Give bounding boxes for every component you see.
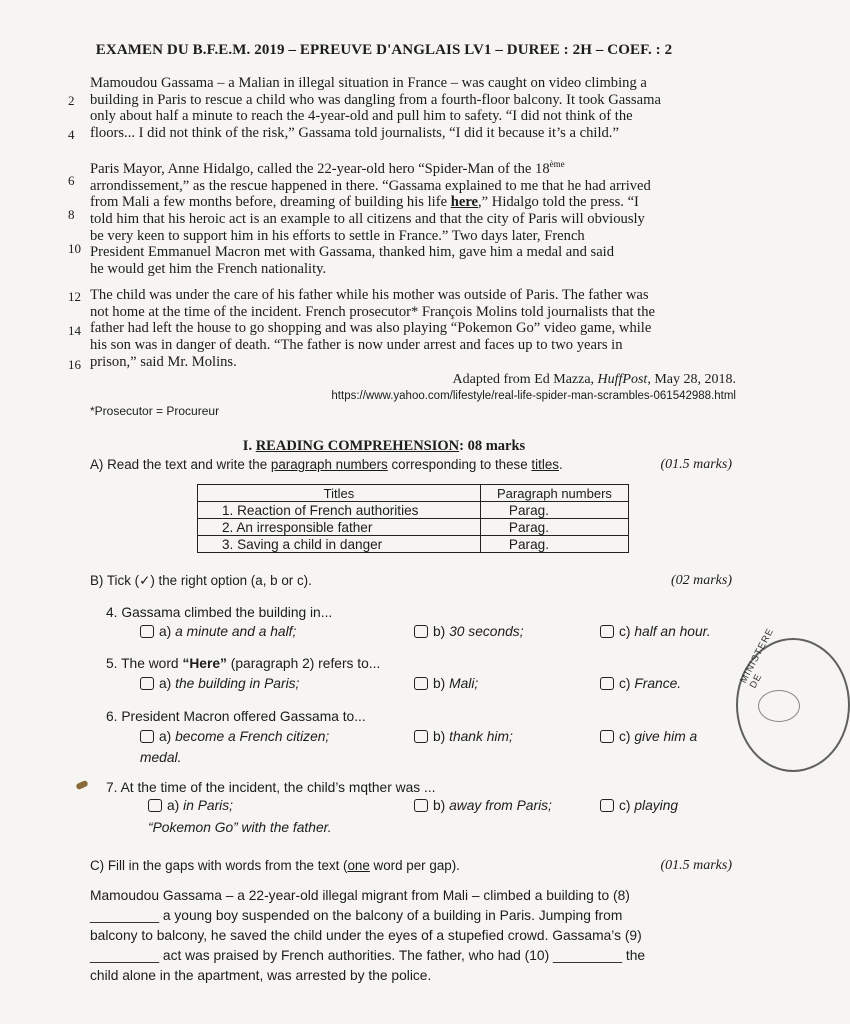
passage-line: arrondissement,” as the rescue happened in there. “Gassama explained to me that he had arrived: [90, 177, 651, 194]
line-number: 16: [68, 357, 81, 372]
checkbox[interactable]: [600, 730, 614, 743]
option-letter: a): [159, 676, 172, 691]
question-5-stem: [106, 656, 380, 671]
gap-line: Mamoudou Gassama – a 22-year-old illegal migrant from Mali – climbed a building to (8): [90, 888, 630, 903]
paragraph-1: [90, 75, 736, 142]
option-4b[interactable]: [414, 624, 524, 639]
table-row: [198, 536, 629, 553]
stem-text: (paragraph 2) refers to...: [226, 656, 381, 671]
option-6b[interactable]: [414, 729, 513, 744]
instruction-text: A) Read the text and write the: [90, 457, 271, 472]
passage-line: building in Paris to rescue a child who was dangling from a fourth-floor balcony. It took Gassama: [90, 91, 661, 108]
option-6a[interactable]: [140, 729, 329, 744]
passage-line: floors... I did not think of the risk,” Gassama told journalists, “I did it because it’s a child.”: [90, 125, 619, 142]
source-url: https://www.yahoo.com/lifestyle/real-life-spider-man-scrambles-061542988.html: [331, 390, 736, 402]
option-text: give him a: [634, 729, 698, 744]
option-text: the building in Paris;: [175, 676, 300, 691]
table-row: [198, 502, 629, 519]
option-7b[interactable]: [414, 798, 552, 813]
marks-label: (02 marks): [670, 573, 732, 588]
instruction-text: C) Fill in the gaps with words from the text (: [90, 858, 348, 873]
passage-text: Paris Mayor, Anne Hidalgo, called the 22-year-old hero “Spider-Man of the 18: [90, 160, 550, 177]
checkbox[interactable]: [414, 799, 428, 812]
option-5c[interactable]: [600, 676, 681, 691]
checkbox[interactable]: [414, 625, 428, 638]
column-header: Titles: [198, 485, 481, 502]
marks-label: (01.5 marks): [660, 457, 732, 472]
passage-line: not home at the time of the incident. French prosecutor* François Molins told journalists that the: [90, 303, 655, 320]
passage-line: his son was in danger of death. “The father is now under arrest and faces up to two years in: [90, 337, 623, 354]
checkbox[interactable]: [600, 799, 614, 812]
table-header-row: [198, 485, 629, 502]
option-letter: c): [619, 798, 631, 813]
citation-text: , May 28, 2018.: [647, 372, 736, 387]
passage-line: father had left the house to go shopping and was also playing “Pokemon Go” video game, while: [90, 320, 652, 337]
section-marks: : 08 marks: [459, 438, 526, 454]
title-cell: 2. An irresponsible father: [198, 519, 481, 536]
option-letter: c): [619, 624, 631, 639]
instruction-text: titles: [531, 457, 559, 472]
option-letter: a): [167, 798, 180, 813]
checkbox[interactable]: [600, 677, 614, 690]
section-name: READING COMPREHENSION: [255, 438, 460, 454]
question-4-stem: 4. Gassama climbed the building in...: [106, 605, 333, 620]
option-6-continuation: medal.: [140, 750, 182, 765]
option-letter: b): [433, 729, 446, 744]
gap-line: child alone in the apartment, was arrested by the police.: [90, 968, 432, 983]
paragraph-3: [90, 287, 736, 371]
stamp-text: MINISTERE DE: [738, 626, 777, 691]
checkbox[interactable]: [414, 677, 428, 690]
line-number: 6: [68, 173, 75, 188]
option-5b[interactable]: [414, 676, 478, 691]
paragraph-answer-cell[interactable]: Parag.: [480, 536, 628, 553]
footnote: *Prosecutor = Procureur: [90, 404, 220, 418]
gap-line[interactable]: _________ act was praised by French authorities. The father, who had (10) _________ the: [90, 948, 646, 963]
superscript: ème: [549, 159, 565, 169]
instruction-text: one: [347, 858, 370, 873]
gap-line: balcony to balcony, he saved the child under the eyes of a stupefied crowd. Gassama’s (9): [90, 928, 642, 943]
passage-line: [90, 156, 736, 178]
publication-name: HuffPost: [597, 372, 648, 387]
instruction-text: word per gap).: [369, 858, 460, 873]
marks-label: (01.5 marks): [660, 858, 732, 873]
option-text: Mali;: [449, 676, 479, 691]
stem-keyword: “Here”: [182, 656, 227, 671]
paragraph-answer-cell[interactable]: Parag.: [480, 519, 628, 536]
gap-fill-text: [90, 886, 736, 986]
line-number: 2: [68, 93, 75, 108]
gap-line[interactable]: _________ a young boy suspended on the balcony of a building in Paris. Jumping from: [90, 908, 623, 923]
stem-text: 5. The word: [106, 656, 183, 671]
title-cell: 3. Saving a child in danger: [198, 536, 481, 553]
passage-line: The child was under the care of his father while his mother was outside of Paris. The father was: [90, 287, 649, 303]
option-letter: a): [159, 729, 172, 744]
question-b: [90, 573, 732, 589]
pencil-mark: [75, 780, 88, 791]
titles-table: [197, 484, 629, 553]
passage-line: [90, 194, 736, 211]
passage-line: told him that his heroic act is an example to all citizens and that the city of Paris will obviously: [90, 210, 645, 227]
option-text: a minute and a half;: [175, 624, 297, 639]
exam-header: EXAMEN DU B.F.E.M. 2019 – EPREUVE D'ANGLAIS LV1 – DUREE : 2H – COEF. : 2: [95, 42, 673, 58]
option-text: in Paris;: [183, 798, 233, 813]
option-7c[interactable]: [600, 798, 678, 813]
instruction-text: .: [558, 457, 563, 472]
line-number: 14: [68, 323, 81, 338]
option-7a[interactable]: [148, 798, 233, 813]
table-row: [198, 519, 629, 536]
option-text: 30 seconds;: [449, 624, 524, 639]
passage-text: ,” Hidalgo told the press. “I: [478, 194, 639, 211]
passage-line: he would get him the French nationality.: [90, 261, 327, 278]
option-5a[interactable]: [140, 676, 299, 691]
passage-line: President Emmanuel Macron met with Gassama, thanked him, gave him a medal and said: [90, 244, 615, 261]
option-4c[interactable]: [600, 624, 711, 639]
line-number: 4: [68, 127, 75, 142]
word-here: here: [450, 194, 479, 211]
option-text: half an hour.: [634, 624, 711, 639]
option-text: away from Paris;: [449, 798, 552, 813]
option-text: France.: [634, 676, 682, 691]
question-6-stem: 6. President Macron offered Gassama to...: [106, 709, 366, 724]
column-header: Paragraph numbers: [480, 485, 628, 502]
passage-line: Mamoudou Gassama – a Malian in illegal situation in France – was caught on video climbing a: [90, 75, 647, 91]
citation-text: Adapted from Ed Mazza,: [452, 372, 598, 387]
question-a: [90, 457, 732, 472]
title-cell: 1. Reaction of French authorities: [198, 502, 481, 519]
question-7-stem: 7. At the time of the incident, the child’s mqther was ...: [106, 780, 436, 795]
instruction-text: paragraph numbers: [270, 457, 388, 472]
section-title: [0, 438, 768, 455]
option-letter: a): [159, 624, 172, 639]
paragraph-answer-cell[interactable]: Parag.: [480, 502, 628, 519]
option-letter: c): [619, 676, 631, 691]
option-6c[interactable]: [600, 729, 697, 744]
option-letter: b): [433, 676, 446, 691]
checkbox[interactable]: [600, 625, 614, 638]
instruction-text: B) Tick (✓) the right option (a, b or c).: [90, 573, 312, 588]
section-number: I.: [242, 438, 256, 454]
checkbox[interactable]: [140, 677, 154, 690]
checkbox[interactable]: [140, 625, 154, 638]
passage-line: only about half a minute to reach the 4-year-old and pull him to safety. “I did not think of the: [90, 108, 633, 125]
instruction-text: corresponding to these: [387, 457, 532, 472]
passage-line: prison,” said Mr. Molins.: [90, 353, 237, 370]
option-letter: b): [433, 798, 446, 813]
option-4a[interactable]: [140, 624, 296, 639]
option-text: playing: [634, 798, 679, 813]
option-text: thank him;: [449, 729, 513, 744]
line-number: 12: [68, 289, 81, 304]
option-text: become a French citizen;: [175, 729, 330, 744]
question-c: [90, 858, 732, 873]
option-7-continuation: “Pokemon Go” with the father.: [148, 820, 332, 835]
passage-text: from Mali a few months before, dreaming of building his life: [90, 194, 451, 211]
checkbox[interactable]: [414, 730, 428, 743]
line-number: 8: [68, 207, 75, 222]
source-citation: [331, 371, 736, 405]
option-letter: b): [433, 624, 446, 639]
checkbox[interactable]: [140, 730, 154, 743]
passage-line: be very keen to support him in his efforts to settle in France.” Two days later, French: [90, 227, 585, 244]
line-number: 10: [68, 241, 81, 256]
checkbox[interactable]: [148, 799, 162, 812]
adapted-from: [331, 371, 736, 388]
paragraph-2: [90, 156, 736, 278]
stamp-inner-ring: [758, 690, 800, 722]
option-letter: c): [619, 729, 631, 744]
